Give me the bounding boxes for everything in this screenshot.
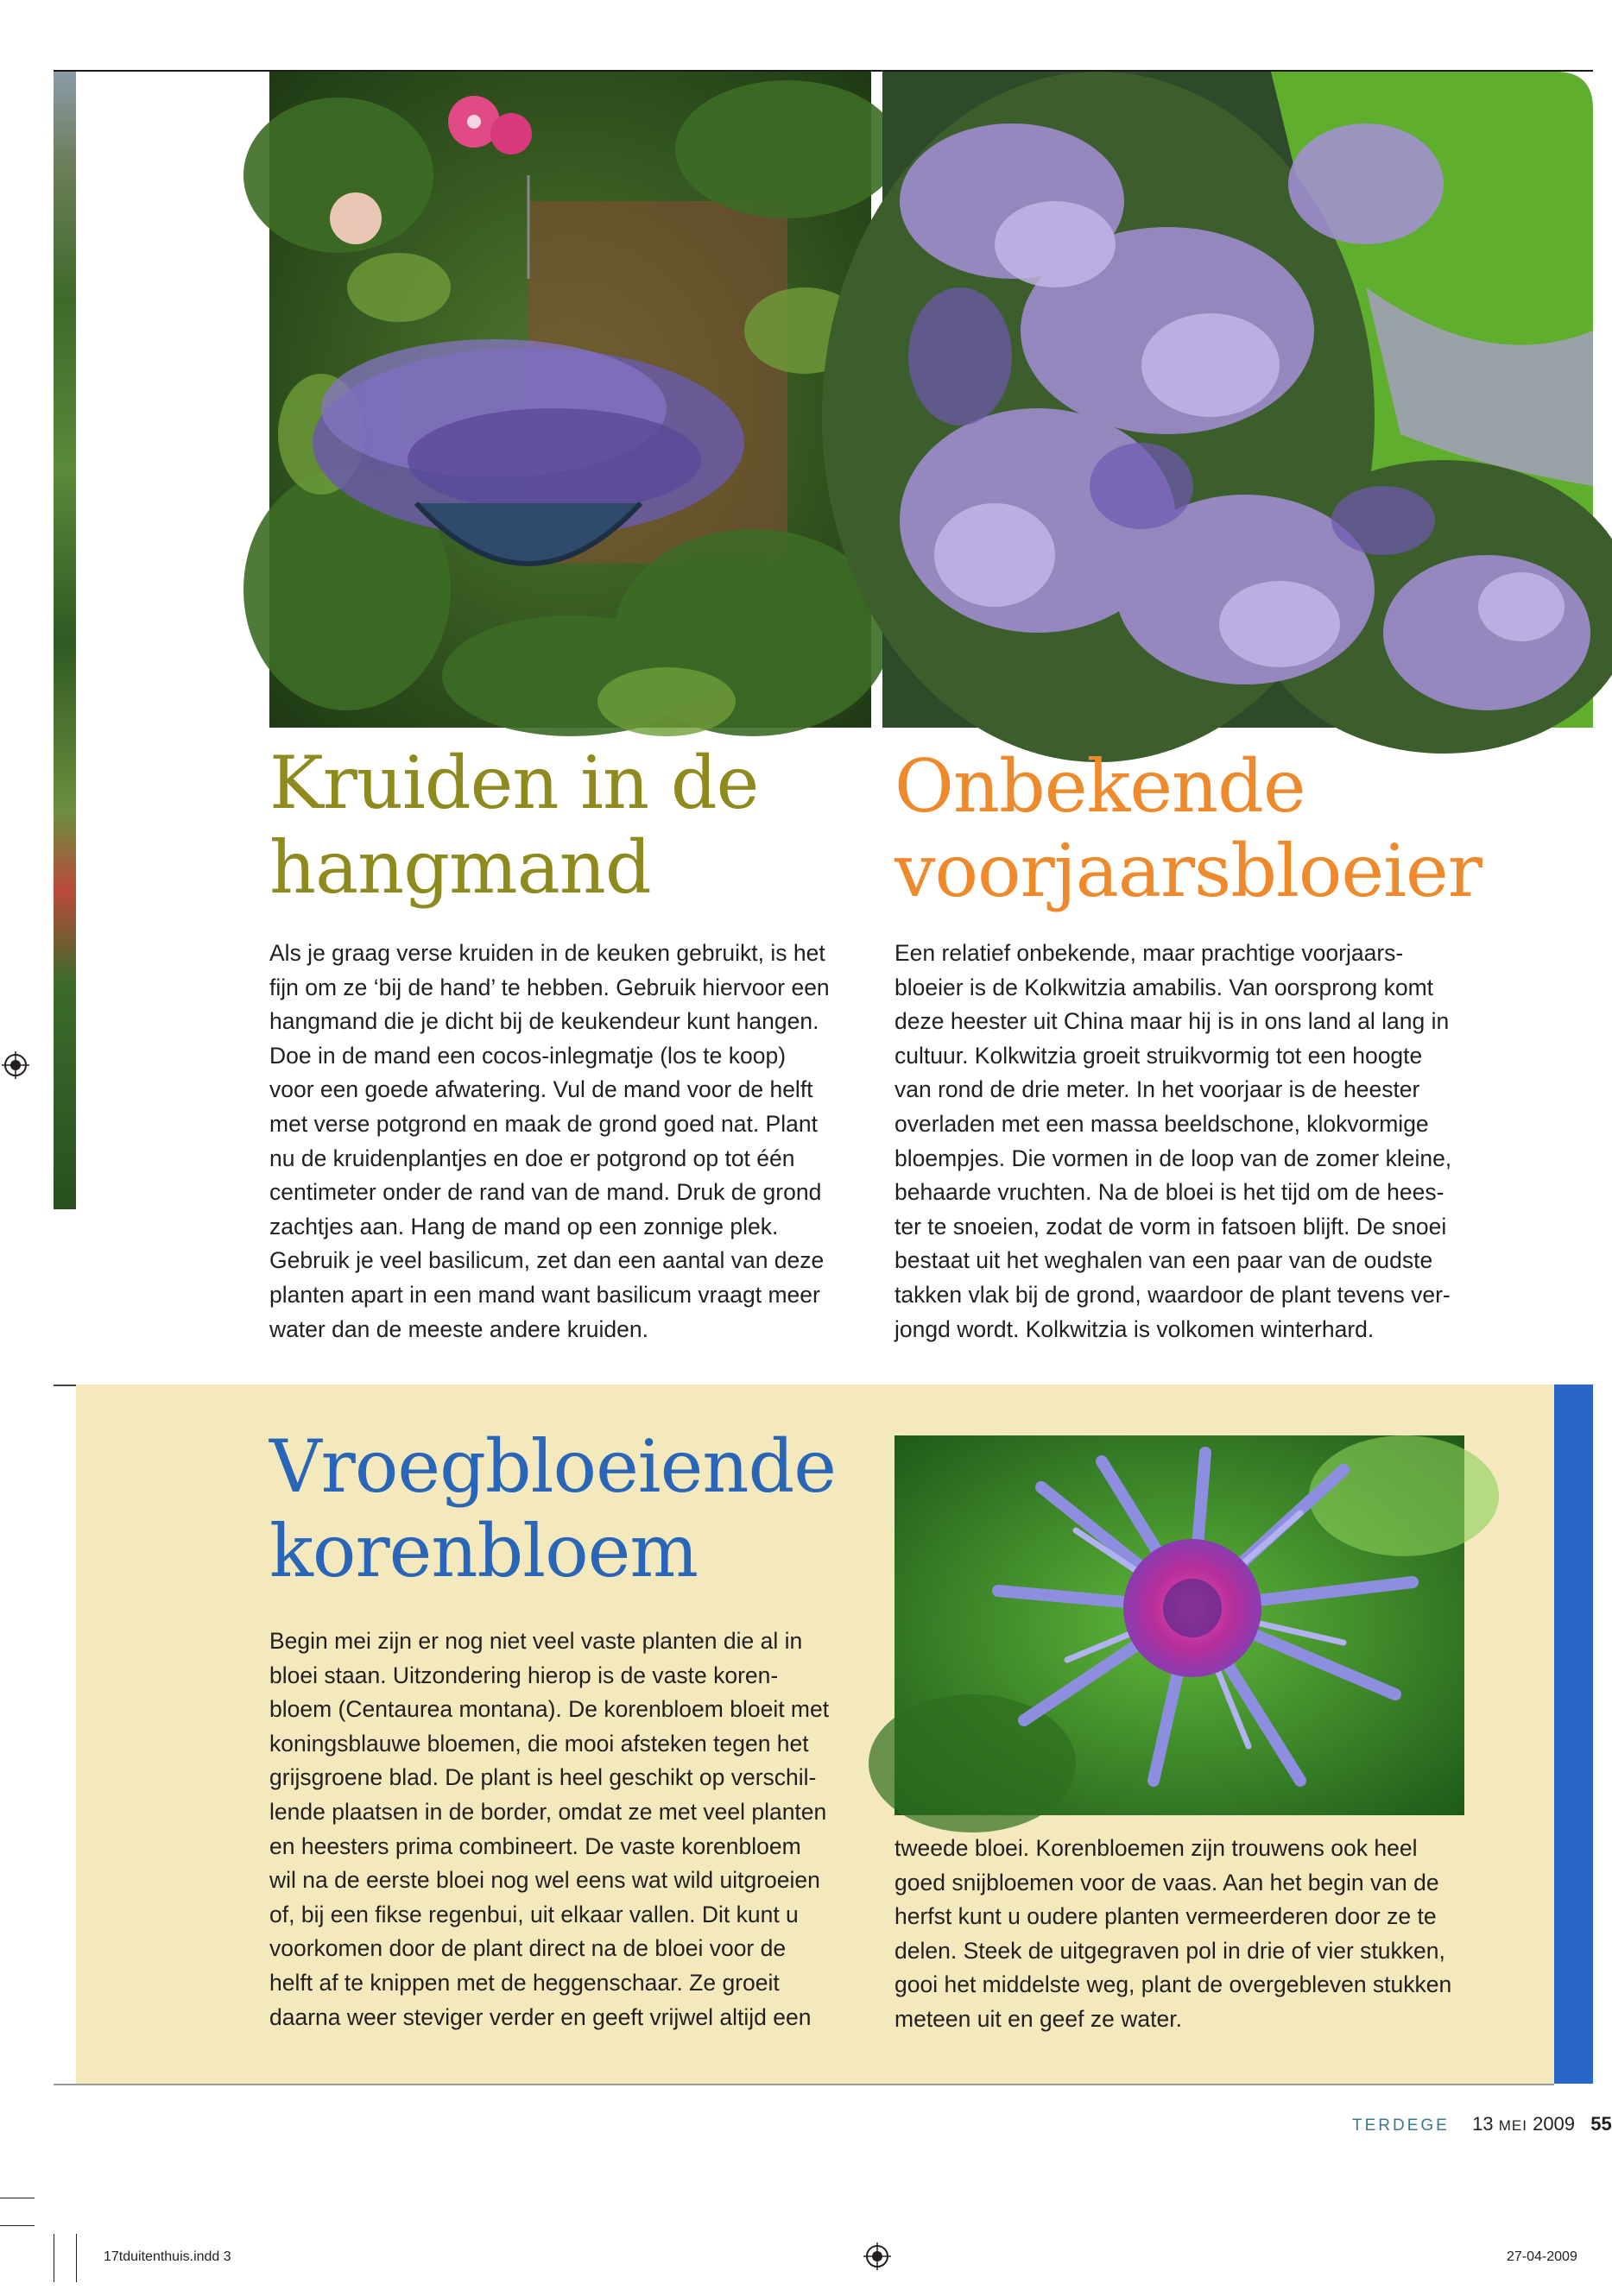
photo-kolkwitzia-shrub (882, 72, 1593, 728)
blue-edge-tab (1554, 1385, 1593, 2084)
slug-filename: 17tduitenthuis.indd 3 (104, 2249, 231, 2264)
slug-date: 27-04-2009 (1507, 2249, 1577, 2264)
issue-month: MEI (1498, 2117, 1527, 2134)
page-footer (1352, 2113, 1612, 2141)
crop-mark-left-2 (0, 2225, 35, 2226)
article-body-korenbloem-col2: tweede bloei. Korenbloemen zijn trouwens ook heel goed snijbloemen voor de vaas. Aan het begin van de herfst kunt u oudere planten vermeerderen door ze te delen. Steek de uitgegraven pol in drie of vier stukken, gooi het middelste weg, plant de overgebleven stukken meteen uit en geef ze water. (895, 1835, 1452, 2032)
article-title-voorjaarsbloeier: Onbekende voorjaarsbloeier (895, 744, 1482, 913)
registration-mark-icon-bottom (863, 2242, 891, 2270)
page-number: 55 (1590, 2113, 1612, 2135)
photo-herb-hanging-basket (269, 72, 871, 728)
article-title-korenbloem: Vroegbloeiende korenbloem (269, 1424, 836, 1593)
registration-mark-icon-left (2, 1051, 29, 1079)
issue-year: 2009 (1533, 2113, 1576, 2135)
photo-cornflower (895, 1435, 1464, 1815)
left-bleed-photo (54, 72, 76, 1209)
article-title-kruiden: Kruiden in de hangmand (269, 741, 759, 910)
issue-day: 13 (1472, 2113, 1494, 2135)
article-body-voorjaarsbloeier: Een relatief onbekende, maar prachtige voorjaars- bloeier is de Kolkwitzia amabilis. Van oorsprong komt deze heester uit China maar hij is in ons land al lang in cultuur. Kolkwitzia groeit struikvormig tot een hoogte van rond de drie meter. In het voorjaar is de heester overladen met een massa beeldschone, klokvormige bloempjes. Die vormen in de loop van de zomer kleine, behaarde vruchten. Na de bloei is het tijd om de hees- ter te snoeien, zodat de vorm in fatsoen blijft. De snoei bestaat uit het weghalen van een paar van de oudste takken vlak bij de grond, waardoor de plant tevens ver- jongd wordt. Kolkwitzia is volkomen winterhard. (895, 940, 1452, 1342)
box-bottom-rule (54, 2084, 1554, 2085)
magazine-brand: TERDEGE (1352, 2116, 1450, 2135)
article-body-kruiden: Als je graag verse kruiden in de keuken gebruikt, is het fijn om ze ‘bij de hand’ te hebben. Gebruik hiervoor een hangmand die je dicht bij de keukendeur kunt hangen. Doe in de mand een cocos-inlegmatje (los te koop) voor een goede afwatering. Vul de mand voor de helft met verse potgrond en maak de grond goed nat. Plant nu de kruidenplantjes en doe er potgrond op tot één centimeter onder de rand van de mand. Druk de grond zachtjes aan. Hang de mand op een zonnige plek. Gebruik je veel basilicum, zet dan een aantal van deze planten apart in een mand want basilicum vraagt meer water dan de meeste andere kruiden. (269, 940, 830, 1342)
crop-mark-vertical-2 (76, 2234, 77, 2282)
article-body-korenbloem-col1: Begin mei zijn er nog niet veel vaste planten die al in bloei staan. Uitzondering hierop is de vaste koren- bloem (Centaurea montana). De korenbloem bloeit met koningsblauwe bloemen, die mooi afsteken tegen het grijsgroene blad. De plant is heel geschikt op verschil- lende plaatsen in de border, omdat ze met veel planten en heesters prima combineert. De vaste korenbloem wil na de eerste bloei nog wel eens wat wild uitgroeien of, bij een fikse regenbui, uit elkaar vallen. Dit kunt u voorkomen door de plant direct na de bloei voor de helft af te knippen met de heggenschaar. Ze groeit daarna weer steviger verder en geeft vrijwel altijd een (269, 1628, 830, 2030)
box-left-rule (54, 1385, 76, 1386)
